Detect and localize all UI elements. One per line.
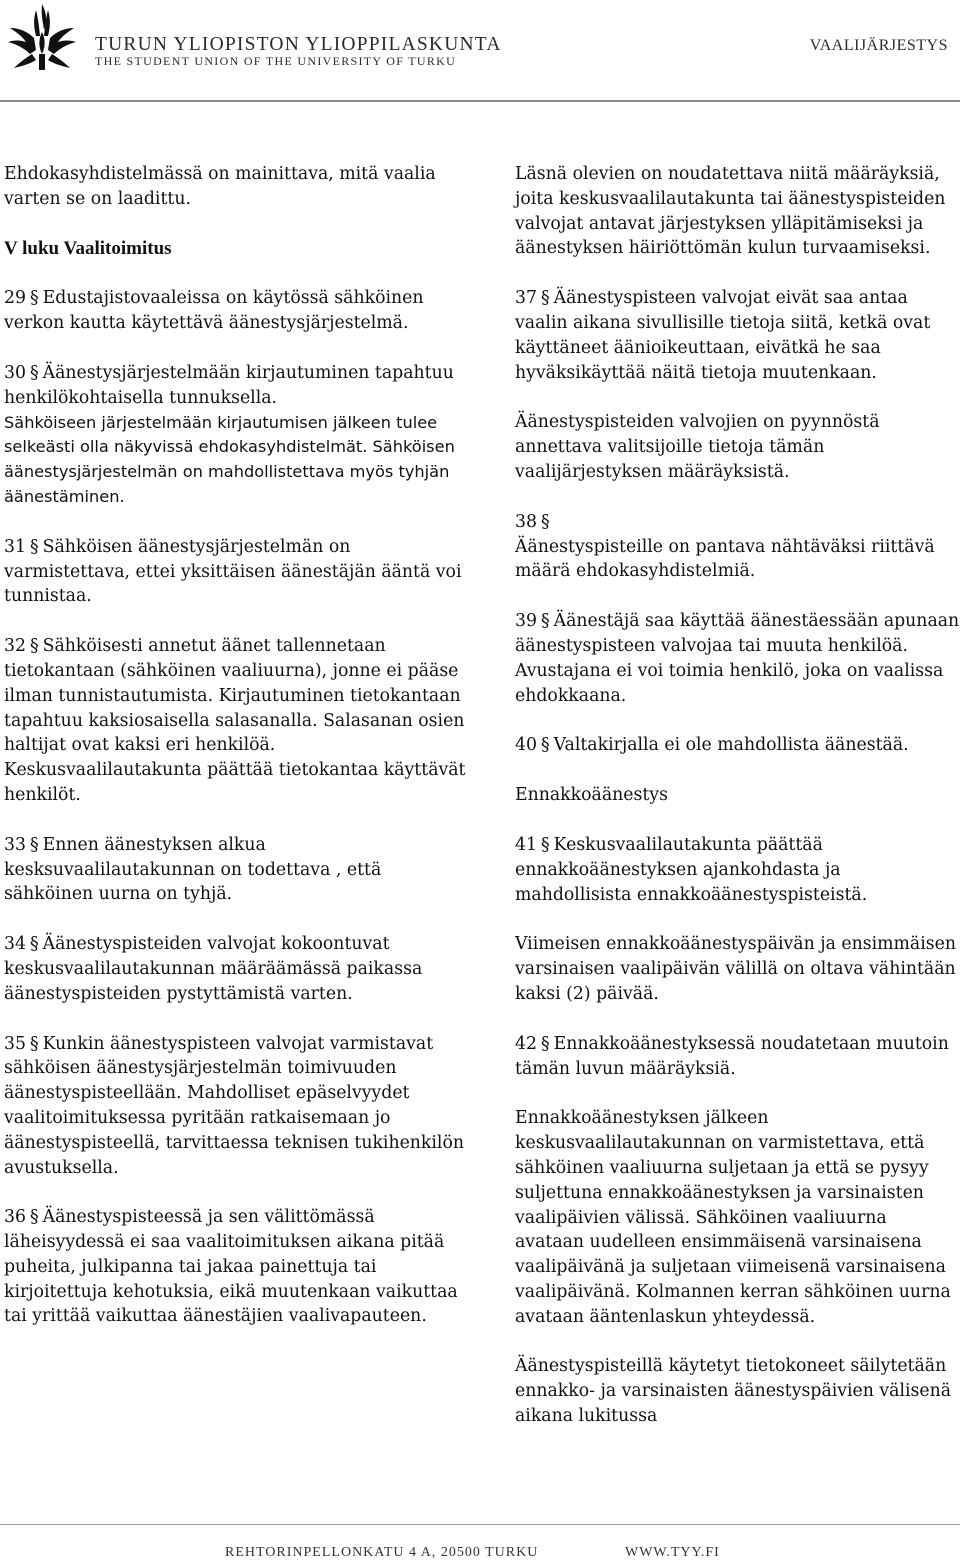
section-sign: § bbox=[30, 636, 39, 657]
paragraph: Ehdokasyhdistelmässä on mainittava, mitä vaalia varten se on laadittu. bbox=[4, 164, 436, 209]
section-37 bbox=[515, 286, 960, 385]
section-text: Sähköisen äänestysjärjestelmän on varmistettava, ettei yksittäisen äänestäjän ääntä voi tunnistaa. bbox=[4, 536, 462, 607]
paragraph: Läsnä olevien on noudatettava niitä määräyksiä, joita keskusvaalilautakunta tai äänestyspisteiden valvojat antavat järjestyksen ylläpitämiseksi ja äänestyksen häiriöttömän kulun turvaamiseksi. bbox=[515, 164, 946, 259]
section-sign: § bbox=[30, 1207, 39, 1228]
section-text: Kunkin äänestyspisteen valvojat varmistavat sähköisen äänestysjärjestelmän toimivuuden äänestyspisteellään. Mahdolliset epäselvyydet vaalitoimituksessa pyritään ratkaisemaan jo äänestyspisteellä, tarvittaessa teknisen tukihenkilön avustuksella. bbox=[4, 1033, 464, 1178]
section-sign: § bbox=[30, 934, 39, 955]
section-31 bbox=[4, 535, 474, 609]
section-number: 36 bbox=[4, 1207, 26, 1228]
section-number: 39 bbox=[515, 611, 537, 632]
section-number: 34 bbox=[4, 934, 26, 955]
section-sign: § bbox=[541, 611, 550, 632]
section-sign: § bbox=[30, 1033, 39, 1054]
flame-wings-logo-icon bbox=[6, 2, 78, 74]
section-text: Äänestäjä saa käyttää äänestäessään apunaan äänestyspisteen valvojaa tai muuta henkilöä. Avustajana ei voi toimia henkilö, joka on vaalissa ehdokkaana. bbox=[515, 611, 960, 706]
section-number: 41 bbox=[515, 834, 537, 855]
section-sign: § bbox=[30, 288, 39, 309]
paragraph: Viimeisen ennakkoäänestyspäivän ja ensimmäisen varsinaisen vaalipäivän välillä on oltava vähintään kaksi (2) päivää. bbox=[515, 934, 956, 1004]
section-40 bbox=[515, 733, 960, 758]
section-sign: § bbox=[541, 288, 550, 309]
section-text: Ennakkoäänestyksessä noudatetaan muutoin tämän luvun määräyksiä. bbox=[515, 1033, 949, 1079]
section-sign: § bbox=[541, 834, 550, 855]
document-label: VAALIJÄRJESTYS bbox=[809, 37, 948, 54]
section-33 bbox=[4, 833, 474, 907]
left-column bbox=[4, 162, 474, 1354]
page-footer bbox=[0, 1545, 960, 1565]
section-text: Valtakirjalla ei ole mahdollista äänestää. bbox=[553, 735, 909, 756]
subheading: Ennakkoäänestys bbox=[515, 785, 668, 806]
section-text: Keskusvaalilautakunta päättää ennakkoäänestyksen ajankohdasta ja mahdollisista ennakkoäänestyspisteistä. bbox=[515, 834, 868, 905]
section-text: Äänestyspisteiden valvojat kokoontuvat keskusvaalilautakunnan määräämässä paikassa äänestyspisteiden pystyttämistä varten. bbox=[4, 934, 423, 1004]
section-sign: § bbox=[541, 511, 550, 532]
section-number: 37 bbox=[515, 288, 537, 309]
section-sign: § bbox=[30, 536, 39, 557]
footer-divider bbox=[0, 1524, 960, 1525]
paragraph: Äänestyspisteiden valvojien on pyynnöstä annettava valitsijoille tietoja tämän vaalijärjestyksen määräyksistä. bbox=[515, 412, 880, 482]
section-42 bbox=[515, 1032, 960, 1082]
section-number: 31 bbox=[4, 536, 26, 557]
header-divider bbox=[0, 100, 960, 102]
section-sign: § bbox=[30, 362, 39, 383]
section-35 bbox=[4, 1032, 474, 1181]
section-36 bbox=[4, 1205, 474, 1329]
section-29 bbox=[4, 286, 474, 336]
section-text: Äänestysjärjestelmään kirjautuminen tapahtuu henkilökohtaisella tunnuksella. bbox=[4, 362, 454, 408]
section-number: 38 bbox=[515, 511, 537, 532]
section-text: Sähköisesti annetut äänet tallennetaan tietokantaan (sähköinen vaaliuurna), jonne ei pääse ilman tunnistautumista. Kirjautuminen tietokantaan tapahtuu kaksiosaisella salasanalla. Salasanan osien haltijat ovat kaksi eri henkilöä. Keskusvaalilautakunta päättää tietokantaa käyttävät henkilöt. bbox=[4, 636, 466, 805]
section-32 bbox=[4, 634, 474, 808]
section-number: 30 bbox=[4, 362, 26, 383]
section-number: 42 bbox=[515, 1033, 537, 1054]
section-number: 29 bbox=[4, 288, 26, 309]
section-text: Ennen äänestyksen alkua kesksuvaalilautakunnan on todettava , että sähköinen uurna on tyhjä. bbox=[4, 834, 382, 905]
section-text: Edustajistovaaleissa on käytössä sähköinen verkon kautta käytettävä äänestysjärjestelmä. bbox=[4, 288, 424, 334]
section-text: Äänestyspisteille on pantava nähtäväksi riittävä määrä ehdokasyhdistelmiä. bbox=[515, 536, 935, 582]
section-number: 33 bbox=[4, 834, 26, 855]
section-sign: § bbox=[30, 834, 39, 855]
section-41 bbox=[515, 833, 960, 907]
section-number: 32 bbox=[4, 636, 26, 657]
footer-website: WWW.TYY.FI bbox=[625, 1545, 720, 1560]
section-34 bbox=[4, 932, 474, 1006]
chapter-heading: V luku Vaalitoimitus bbox=[4, 237, 172, 259]
section-39 bbox=[515, 609, 960, 708]
section-sign: § bbox=[541, 1033, 550, 1054]
org-name: TURUN YLIOPISTON YLIOPPILASKUNTA bbox=[95, 34, 502, 55]
section-38 bbox=[515, 510, 960, 584]
page-header bbox=[0, 0, 960, 100]
section-text: Äänestyspisteen valvojat eivät saa antaa vaalin aikana sivullisille tietoja siitä, ketkä ovat käyttäneet äänioikeuttaan, eivätkä he saa hyväksikäyttää näitä tietoja muutenkaan. bbox=[515, 288, 931, 383]
section-number: 40 bbox=[515, 735, 537, 756]
footer-address: REHTORINPELLONKATU 4 A, 20500 TURKU bbox=[225, 1545, 539, 1560]
paragraph: Äänestyspisteillä käytetyt tietokoneet säilytetään ennakko- ja varsinaisten äänestyspäivien välisenä aikana lukitussa bbox=[515, 1356, 952, 1427]
org-name-english: THE STUDENT UNION OF THE UNIVERSITY OF TURKU bbox=[95, 54, 457, 68]
paragraph: Ennakkoäänestyksen jälkeen keskusvaalilautakunnan on varmistettava, että sähköinen vaaliuurna suljetaan ja että se pysyy suljettuna ennakkoäänestyksen ja varsinaisten vaalipäivien välissä. Sähköinen vaaliuurna avataan uudelleen ensimmäisenä varsinaisena vaalipäivänä ja suljetaan viimeisenä varsinaisena vaalipäivänä. Kolmannen kerran sähköinen uurna avataan ääntenlaskun yhteydessä. bbox=[515, 1108, 951, 1327]
section-30 bbox=[4, 361, 474, 411]
section-30-continued: Sähköiseen järjestelmään kirjautumisen jälkeen tulee selkeästi olla näkyvissä ehdokasyhdistelmät. Sähköisen äänestysjärjestelmän on mahdollistettava myös tyhjän äänestäminen. bbox=[4, 412, 455, 506]
section-sign: § bbox=[541, 735, 550, 756]
section-number: 35 bbox=[4, 1033, 26, 1054]
section-text: Äänestyspisteessä ja sen välittömässä läheisyydessä ei saa vaalitoimituksen aikana pitää puheita, julkipanna tai jakaa painettuja tai kirjoitettuja kehotuksia, eikä muutenkaan vaikuttaa tai yrittää vaikuttaa äänestäjien vaalivapauteen. bbox=[4, 1207, 458, 1327]
right-column bbox=[515, 162, 960, 1454]
